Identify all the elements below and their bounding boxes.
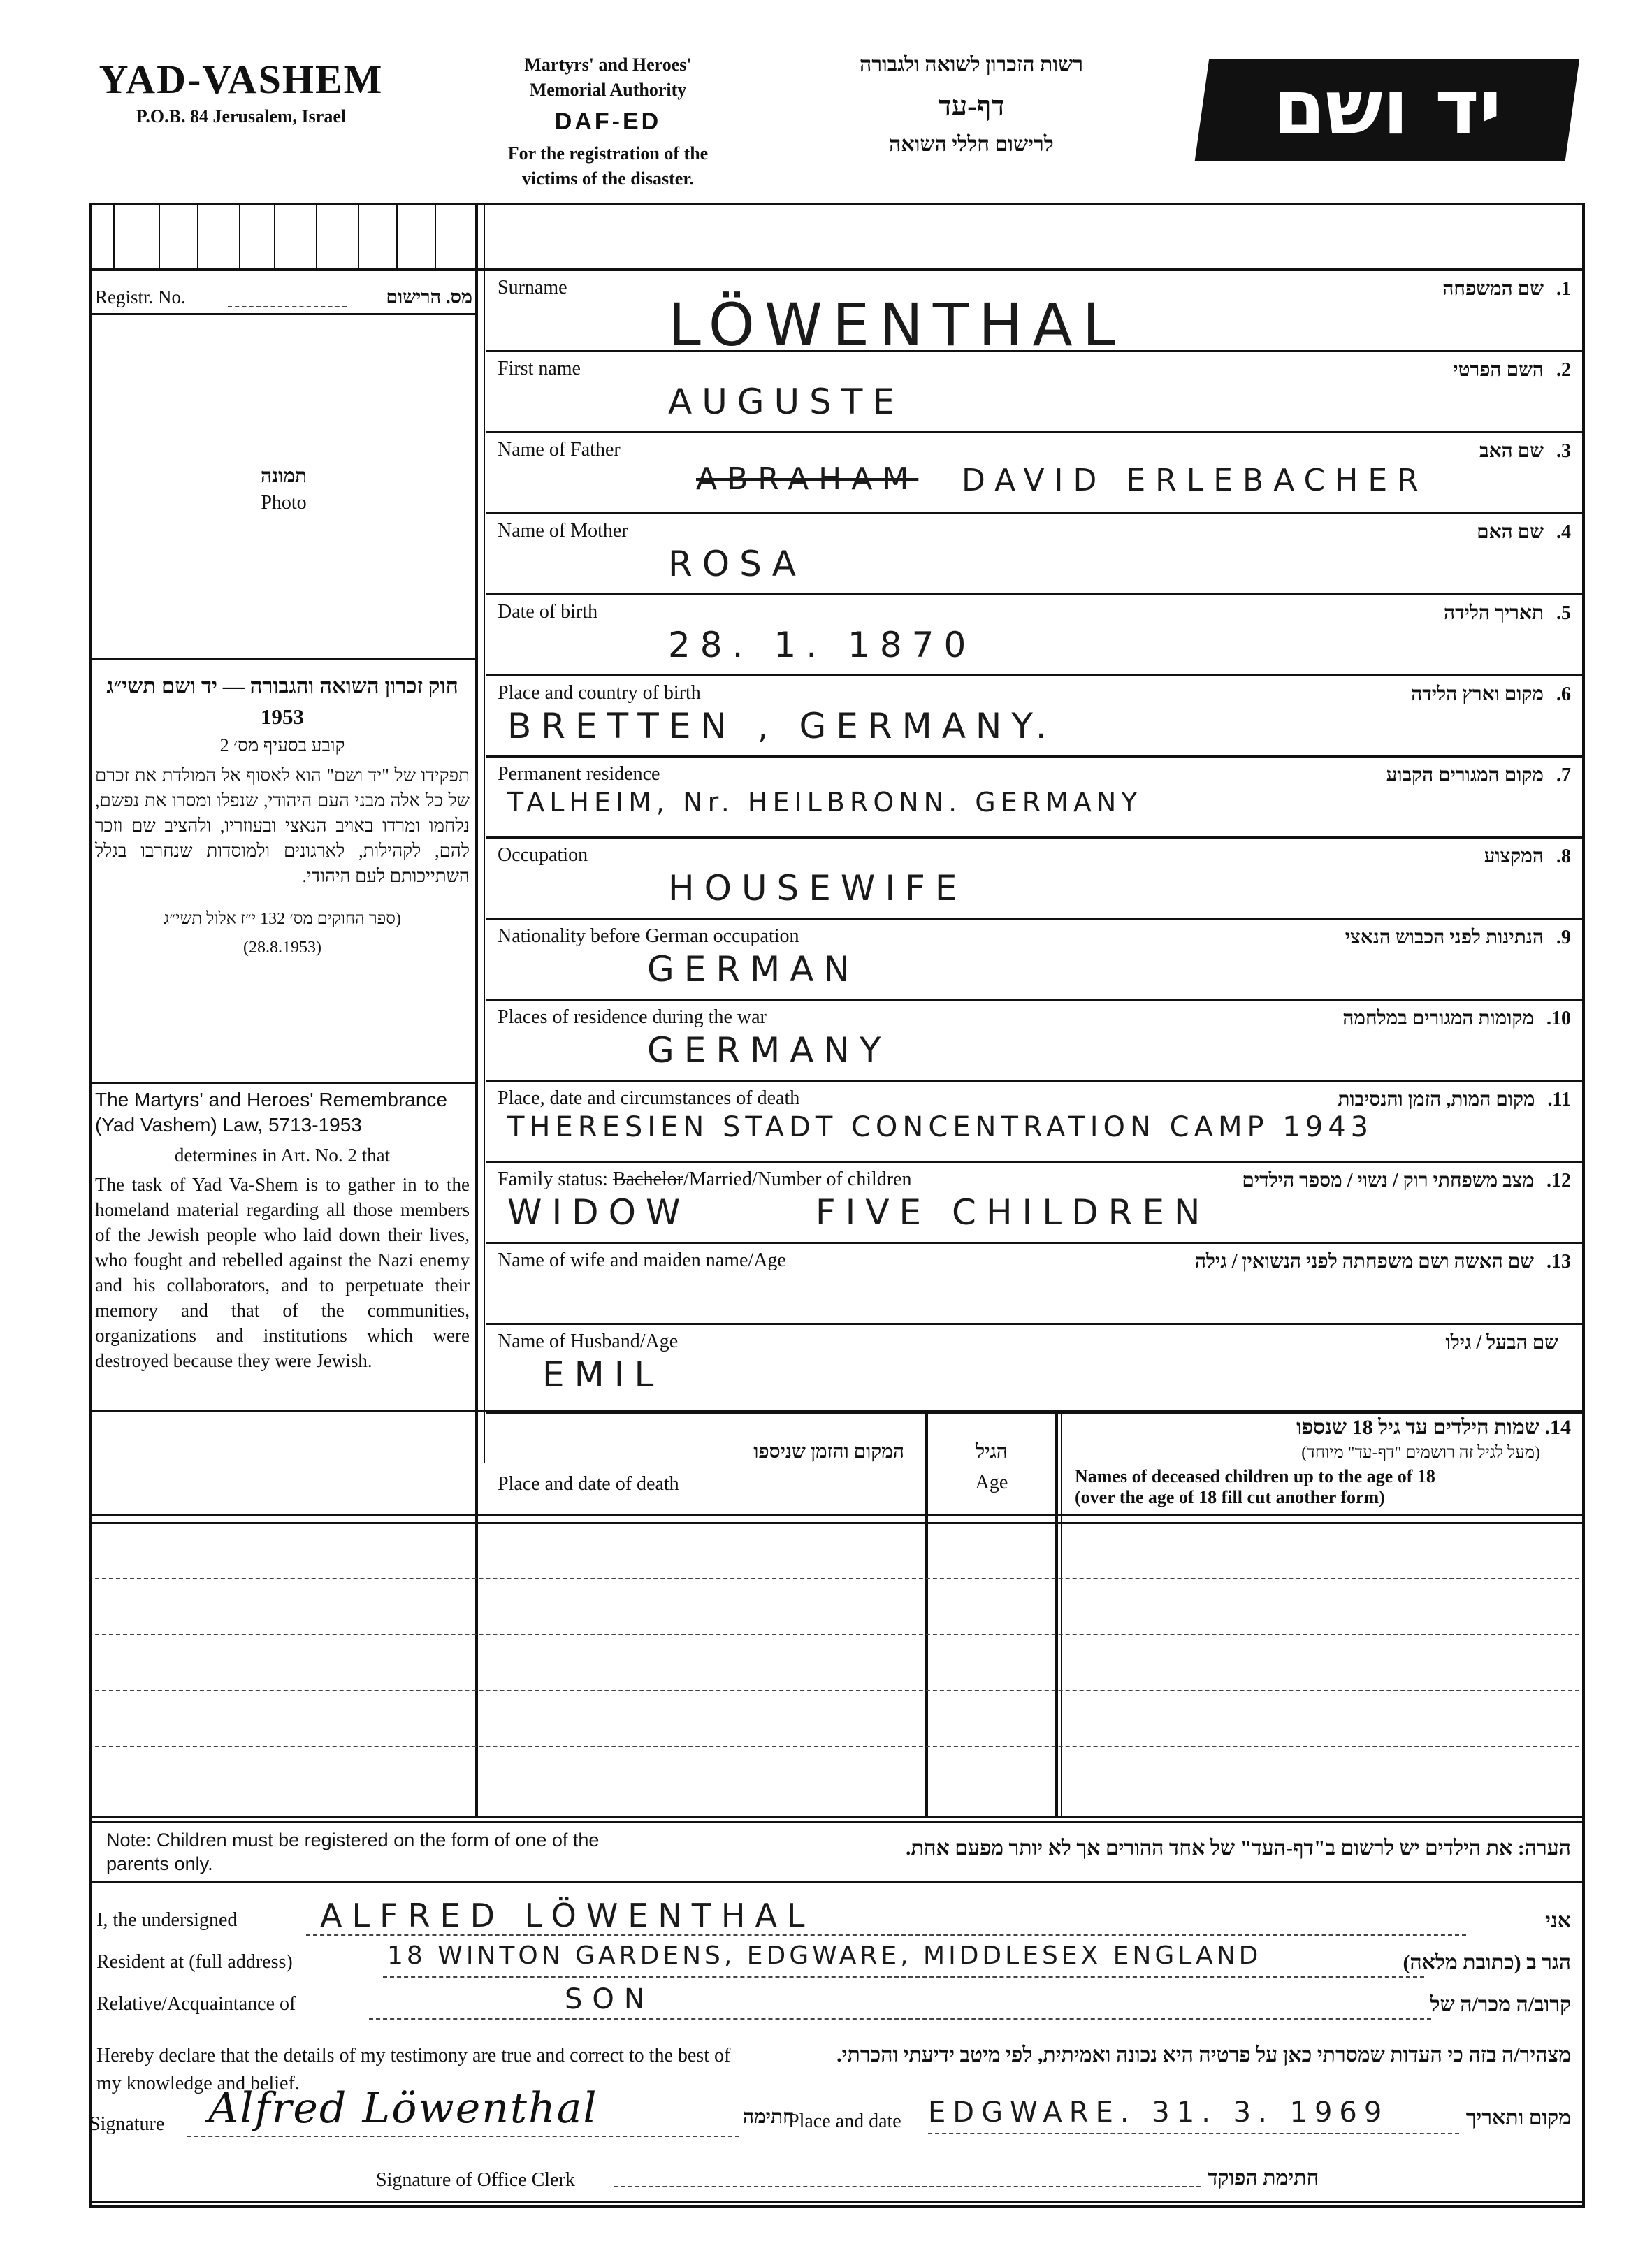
field-label-he-text: המקצוע xyxy=(1484,846,1544,867)
field-label-en: Nationality before German occupation xyxy=(498,925,799,947)
field-number: 1. xyxy=(1556,278,1571,300)
field-label-he-text: שם האם xyxy=(1477,521,1544,543)
field-value-area[interactable] xyxy=(486,291,1582,359)
field-number: 5. xyxy=(1556,602,1571,624)
field-row xyxy=(486,1001,1582,1082)
field-row xyxy=(486,839,1582,920)
field-row xyxy=(486,1244,1582,1325)
field-label-he xyxy=(1477,521,1571,544)
field-number: 3. xyxy=(1556,440,1571,462)
age-header xyxy=(928,1410,1055,1514)
relative-value: SON xyxy=(565,1983,655,2015)
field-label-part: /Married/Number of children xyxy=(683,1168,912,1190)
field-label-he xyxy=(1484,846,1571,868)
field-value-area[interactable] xyxy=(486,1029,1582,1079)
field-label-he-text: שם האב xyxy=(1479,440,1544,462)
field-label-en: Name of wife and maiden name/Age xyxy=(498,1249,786,1271)
fields-column xyxy=(486,271,1582,1410)
field-number: 8. xyxy=(1556,846,1571,867)
field-label-part: Family status: xyxy=(498,1168,613,1190)
field-value-area[interactable] xyxy=(486,948,1582,998)
resident-value: 18 WINTON GARDENS, EDGWARE, MIDDLESEX ENGLAND xyxy=(387,1941,1262,1970)
field-label-he xyxy=(1444,602,1571,625)
children-names-header xyxy=(1064,1410,1582,1514)
field-row xyxy=(486,271,1582,359)
field-number: 6. xyxy=(1556,683,1571,705)
law-en-sub: determines in Art. No. 2 that xyxy=(174,1145,391,1166)
daf-ed-title: DAF-ED xyxy=(554,108,662,135)
field-label-he-text: שם המשפחה xyxy=(1442,278,1544,300)
hebrew-authority-line3: לרישום חללי השואה xyxy=(889,133,1054,156)
struck-value: ABRAHAM xyxy=(696,461,919,497)
field-label-en: Surname xyxy=(498,277,567,298)
org-title: YAD-VASHEM xyxy=(99,57,384,102)
law-he-body: תפקידו של "יד ושם" הוא לאסוף אל המולדת את זכרם של כל אלה מבני העם היהודי, שנפלו ומסרו את נפשם, נלחמו ומרדו באויב הנאצי ובעוזריו, ולהציב שם וזכר להם, לקהילות, לארגונים ולמוסדות שנחרבו בגלל השתייכותם לעם היהודי. xyxy=(95,765,470,886)
hebrew-daf-ed-title: דף-עד xyxy=(938,90,1005,122)
place-date-label: Place and date xyxy=(788,2110,901,2132)
place-date-he: מקום ותאריך xyxy=(1465,2106,1571,2129)
law-he-ref: (ספר החוקים מס׳ 132 י״ז אלול תשי״ג xyxy=(164,910,401,928)
field-value: LÖWENTHAL xyxy=(668,291,1125,359)
field-row xyxy=(486,1163,1582,1244)
field-value: WIDOW FIVE CHILDREN xyxy=(507,1192,1210,1233)
children-en-title: Names of deceased children up to the age of 18 xyxy=(1075,1466,1435,1486)
registration-number-row xyxy=(95,285,472,313)
signature-field[interactable] xyxy=(187,2084,739,2137)
field-row xyxy=(486,920,1582,1001)
signature-he: חתימה xyxy=(743,2106,795,2128)
field-label-he xyxy=(1453,359,1571,382)
field-value: ROSA xyxy=(668,544,806,584)
field-label-en: Name of Husband/Age xyxy=(498,1331,679,1352)
field-value: GERMANY xyxy=(647,1030,891,1071)
struck-option: Bachelor xyxy=(612,1168,683,1190)
field-label-he xyxy=(1442,278,1571,300)
clerk-signature-field[interactable] xyxy=(614,2186,1201,2187)
law-text-he xyxy=(95,671,470,957)
field-label-he xyxy=(1446,1332,1571,1354)
child-row[interactable] xyxy=(95,1578,1579,1579)
field-value: TALHEIM, Nr. HEILBRONN. GERMANY xyxy=(507,787,1143,818)
field-value: 28. 1. 1870 xyxy=(668,625,976,665)
photo-box xyxy=(92,316,475,658)
field-label-he-text: מקום המות, הזמן והנסיבות xyxy=(1338,1089,1535,1110)
org-address: P.O.B. 84 Jerusalem, Israel xyxy=(136,106,347,126)
field-row xyxy=(486,758,1582,839)
field-value-area[interactable] xyxy=(486,1191,1582,1241)
field-row xyxy=(486,1325,1582,1414)
law-text-en xyxy=(95,1087,470,1373)
field-label-he xyxy=(1411,683,1571,706)
field-row xyxy=(486,1082,1582,1163)
clerk-he: חתימת הפוקד xyxy=(1208,2166,1319,2189)
field-value-area[interactable] xyxy=(486,542,1582,593)
place-date-header xyxy=(481,1410,921,1514)
field-number: 13. xyxy=(1546,1251,1571,1273)
header xyxy=(0,0,1652,203)
field-value-area[interactable] xyxy=(486,623,1582,674)
field-label-en: Place, date and circumstances of death xyxy=(498,1087,800,1109)
child-row[interactable] xyxy=(95,1690,1579,1691)
field-label-en: Places of residence during the war xyxy=(498,1006,767,1028)
note-section xyxy=(89,1823,1585,1878)
children-he-title-text: שמות הילדים עד גיל 18 שנספו xyxy=(1296,1416,1539,1439)
note-en: Note: Children must be registered on the form of one of the parents only. xyxy=(106,1830,600,1874)
field-label-he-text: מקום וארץ הלידה xyxy=(1411,683,1544,705)
field-value-area[interactable] xyxy=(486,380,1582,430)
field-value-area[interactable] xyxy=(486,704,1582,755)
field-number: 10. xyxy=(1546,1008,1571,1029)
field-label-he xyxy=(1479,440,1571,463)
children-he-title xyxy=(1296,1416,1571,1440)
children-he-note: (מעל לגיל זה רושמים "דף-עד" מיוחד) xyxy=(1301,1444,1540,1462)
field-value-area[interactable] xyxy=(486,1272,1582,1322)
field-value: THERESIEN STADT CONCENTRATION CAMP 1943 xyxy=(507,1111,1374,1143)
registration-tick-strip xyxy=(92,205,475,268)
field-value: AUGUSTE xyxy=(668,382,905,422)
field-value: EMIL xyxy=(542,1354,664,1395)
place-date-en: Place and date of death xyxy=(498,1473,679,1495)
note-he: הערה: את הילדים יש לרשום ב"דף-העד" של אחד ההורים אך לא יותר מפעם אחת. xyxy=(905,1837,1571,1860)
field-value-area[interactable] xyxy=(486,867,1582,917)
logo-text: יד ושם xyxy=(1273,64,1502,152)
hebrew-authority-line1: רשות הזכרון לשואה ולגבורה xyxy=(860,53,1083,76)
field-row xyxy=(486,676,1582,758)
field-number: 4. xyxy=(1556,521,1571,543)
declaration-section xyxy=(89,1884,1585,2199)
field-label-he-text: תאריך הלידה xyxy=(1443,602,1544,624)
field-row xyxy=(486,433,1582,514)
law-en-title: The Martyrs' and Heroes' Remembrance (Yad Vashem) Law, 5713-1953 xyxy=(95,1089,447,1136)
field-label-he-text: מצב משפחתי רוק / נשוי / מספר הילדים xyxy=(1242,1170,1534,1191)
field-row xyxy=(486,595,1582,676)
photo-label-en: Photo xyxy=(261,492,307,514)
field-label-en xyxy=(498,1168,912,1191)
field-label-en: Name of Father xyxy=(498,439,621,461)
field-label-en: Place and country of birth xyxy=(498,682,701,704)
authority-line4: For the registration of the xyxy=(507,143,709,164)
field-label-he xyxy=(1386,765,1572,787)
field-label-en: Date of birth xyxy=(498,601,598,623)
field-number: 12. xyxy=(1546,1170,1571,1191)
authority-line5: victims of the disaster. xyxy=(521,168,694,189)
age-en: Age xyxy=(975,1472,1008,1493)
authority-line2: Memorial Authority xyxy=(529,80,687,100)
undersigned-value: ALFRED LÖWENTHAL xyxy=(320,1897,815,1934)
field-value-area[interactable] xyxy=(486,785,1582,836)
law-en-body: The task of Yad Va-Shem is to gather in to the homeland material regarding all those members of the Jewish people who laid down their lives, who fought and rebelled against the Nazi enemy and his collaborators, and to perpetuate their memory and that of the communities, organizations and institutions which were destroyed because they were Jewish. xyxy=(95,1174,470,1371)
field-label-he xyxy=(1195,1251,1571,1273)
place-date-field[interactable] xyxy=(928,2094,1459,2134)
relative-label: Relative/Acquaintance of xyxy=(96,1993,296,2015)
authority-line1: Martyrs' and Heroes' xyxy=(524,55,692,75)
field-label-en: Occupation xyxy=(498,844,588,866)
law-he-sub: קובע בסעיף מס׳ 2 xyxy=(219,735,345,755)
law-date: (28.8.1953) xyxy=(243,939,321,957)
undersigned-he: אני xyxy=(1545,1909,1571,1932)
field-value-area[interactable] xyxy=(486,461,1582,512)
field-label-en: Name of Mother xyxy=(498,520,628,542)
clerk-label: Signature of Office Clerk xyxy=(376,2169,575,2191)
field-label-en: Permanent residence xyxy=(498,763,660,785)
field-value: DAVID ERLEBACHER xyxy=(962,463,1428,498)
field-label-en: First name xyxy=(498,358,581,379)
resident-label: Resident at (full address) xyxy=(96,1951,293,1973)
photo-label-he: תמונה xyxy=(260,465,307,487)
resident-field[interactable] xyxy=(383,1941,1424,1978)
field-value: HOUSEWIFE xyxy=(668,868,967,908)
field-label-he xyxy=(1338,1089,1571,1111)
law-he-title: חוק זכרון השואה והגבורה — יד ושם תשי״ג 1953 xyxy=(106,674,458,729)
field-number: 14. xyxy=(1544,1416,1571,1439)
field-label-he xyxy=(1242,1170,1571,1192)
field-label-he-text: מקומות המגורים במלחמה xyxy=(1342,1008,1534,1029)
field-value-area[interactable] xyxy=(486,1353,1582,1412)
declare-en: Hereby declare that the details of my testimony are true and correct to the best of my knowledge and belief. xyxy=(96,2045,731,2094)
field-label-he xyxy=(1345,927,1571,949)
children-table xyxy=(89,1410,1585,1816)
place-date-he: המקום והזמן שניספו xyxy=(753,1441,904,1463)
field-label-he-text: הנתינות לפני הכבוש הנאצי xyxy=(1345,927,1544,948)
field-label-he xyxy=(1342,1008,1571,1030)
field-value: GERMAN xyxy=(647,949,860,990)
registr-label-he: מס. הרישום xyxy=(386,287,472,307)
relative-field[interactable] xyxy=(369,1983,1431,2020)
field-label-he-text: שם האשה ושם משפחתה לפני הנשואין / גילה xyxy=(1194,1251,1534,1273)
field-row xyxy=(486,514,1582,595)
age-he: הגיל xyxy=(976,1441,1008,1463)
field-number: 2. xyxy=(1556,359,1571,381)
field-number: 7. xyxy=(1556,765,1571,786)
resident-he: הגר ב (כתובת מלאה) xyxy=(1403,1951,1571,1974)
field-value-area[interactable] xyxy=(486,1110,1582,1160)
signature-label: Signature xyxy=(89,2113,165,2135)
registr-blank[interactable] xyxy=(228,306,347,307)
field-label-he-text: שם הבעל / גילו xyxy=(1445,1332,1558,1354)
child-row[interactable] xyxy=(95,1634,1579,1635)
children-en-note: (over the age of 18 fill cut another form) xyxy=(1075,1487,1385,1507)
field-row xyxy=(486,352,1582,433)
undersigned-field[interactable] xyxy=(306,1897,1466,1936)
signature-value: Alfred Löwenthal xyxy=(208,2084,598,2133)
relative-he: קרוב/ה מכר/ה של xyxy=(1430,1993,1571,2016)
child-row[interactable] xyxy=(95,1746,1579,1747)
undersigned-label: I, the undersigned xyxy=(96,1909,238,1931)
field-value: BRETTEN , GERMANY. xyxy=(507,706,1057,746)
place-date-value: EDGWARE. 31. 3. 1969 xyxy=(928,2096,1389,2129)
declare-he: מצהיר/ה בזה כי העדות שמסרתי כאן על פרטיה היא נכונה ואמיתית, לפי מיטב ידיעתי והכרתי. xyxy=(836,2043,1571,2066)
registr-label: Registr. No. xyxy=(95,287,186,307)
field-number: 11. xyxy=(1547,1089,1571,1110)
field-label-he-text: מקום המגורים הקבוע xyxy=(1386,765,1544,786)
field-number: 9. xyxy=(1556,927,1571,948)
field-label-he-text: השם הפרטי xyxy=(1453,359,1544,381)
